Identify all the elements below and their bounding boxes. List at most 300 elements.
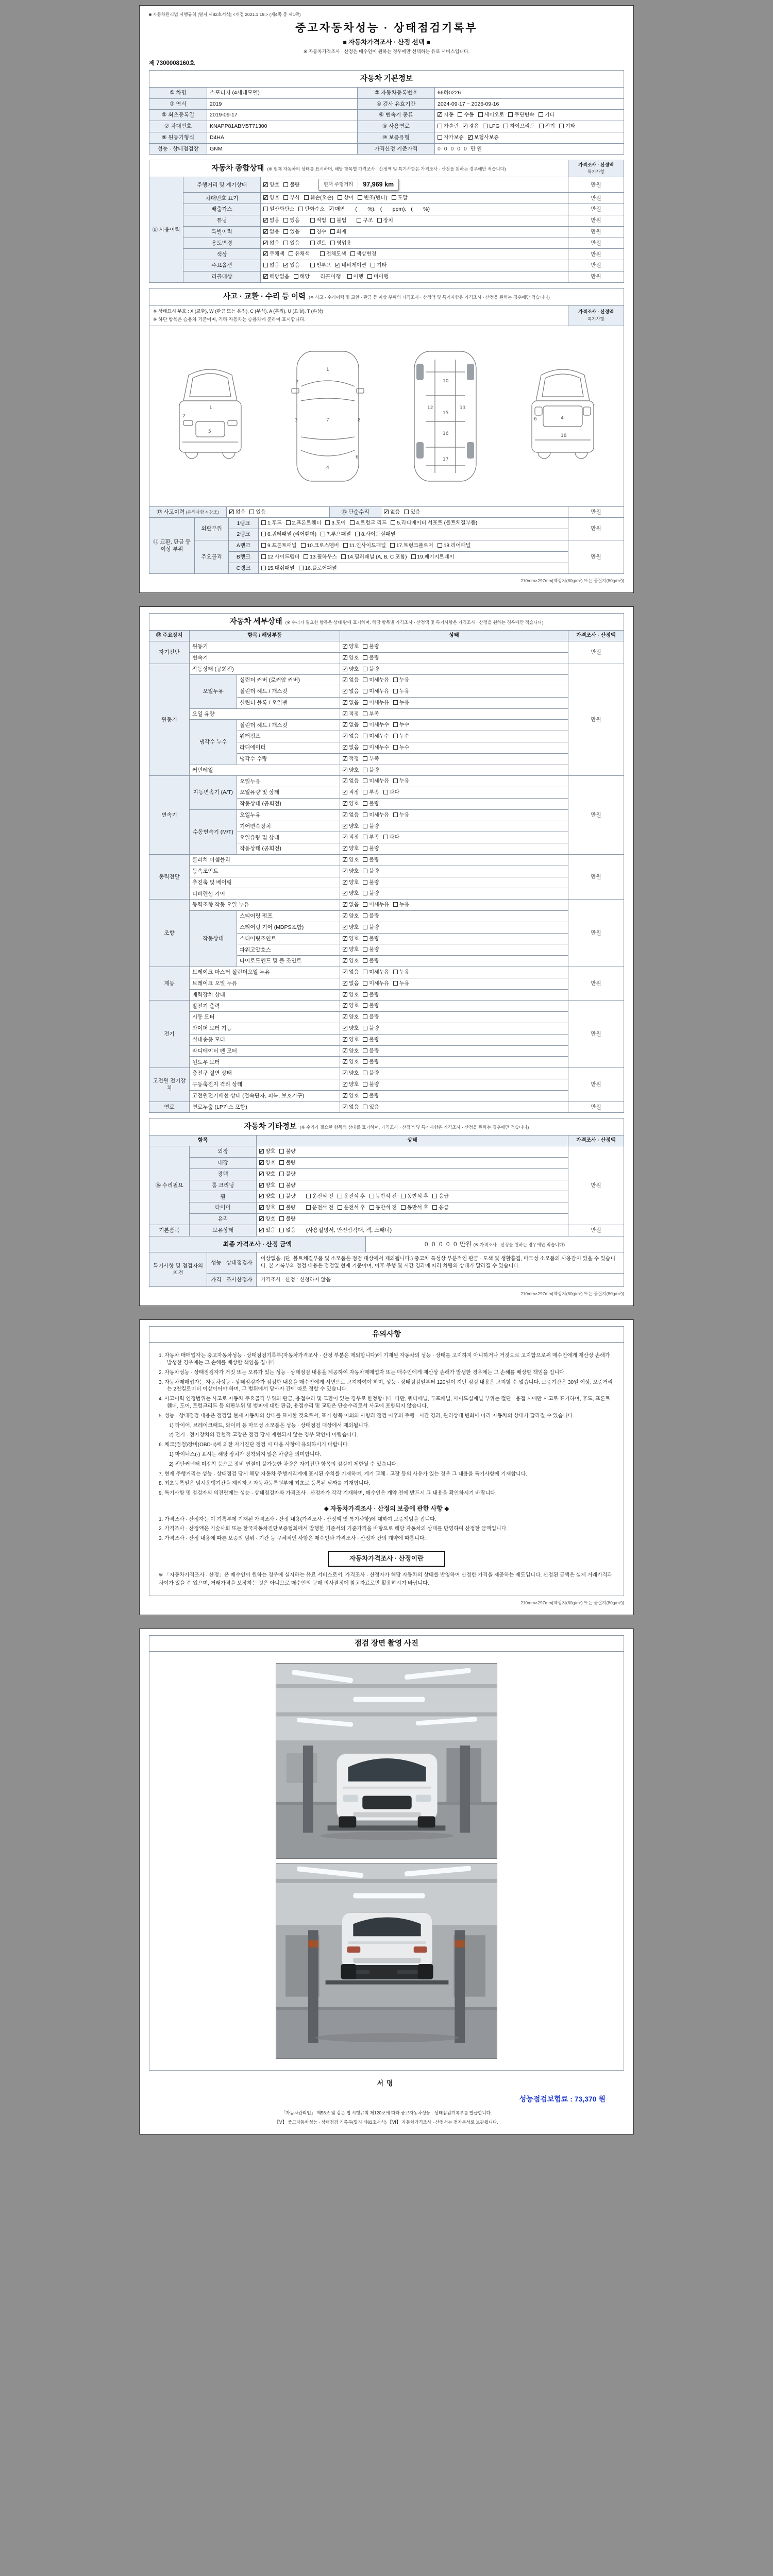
checkbox-group [343, 1070, 383, 1077]
inspector-opinion-text: 이상없음. (단, 볼트체결부품 및 소모품은 점검 대상에서 제외됩니다.) 중고차 특성상 부분적인 판금 · 도색 및 생활흠집, 마모성 소모품의 사용감이 있을 수 있습니다. 본 기록부의 점검 내용은 점검일 현재 기준이며, 이후 주행 및 시간 경과에 따라 차량의 상태가 달라질 수 있습니다. [257, 1252, 624, 1274]
basic-info-table [149, 70, 624, 155]
checkbox-label: 색상변경 [356, 251, 377, 258]
checkbox-option [363, 733, 389, 740]
overall-condition-table [149, 160, 624, 283]
svg-text:7: 7 [326, 417, 329, 423]
checkbox-option [343, 834, 359, 841]
panel-item: 16.플로어패널 [299, 565, 337, 572]
state-cell [340, 1045, 568, 1057]
item-label: 오일유량 및 상태 [237, 832, 340, 843]
svg-text:15: 15 [443, 410, 449, 416]
checkbox-option [259, 1216, 275, 1223]
panel-items-cell [259, 551, 568, 563]
item-label: 용도변경 [183, 238, 261, 249]
checkbox-option [432, 1193, 448, 1200]
table-row [149, 1090, 624, 1101]
checkbox-option [263, 229, 279, 236]
checkbox-option [343, 756, 359, 763]
table-row [149, 249, 624, 260]
warranty-section-title: ◆ 자동차가격조사 · 산정의 보증에 관한 사항 ◆ [324, 1504, 449, 1512]
item-label: 브레이크 마스터 실린더오일 누유 [190, 967, 340, 978]
checked-checkbox-icon [343, 947, 347, 952]
checkbox-label: 양호 [349, 643, 359, 650]
unchecked-checkbox-icon [363, 722, 367, 727]
item-label: 등속조인트 [190, 866, 340, 877]
checked-checkbox-icon [343, 925, 347, 929]
state-cell [340, 1012, 568, 1023]
col-header-device: ⑮ 주요장치 [149, 631, 190, 641]
item-label: 와이퍼 모터 기능 [190, 1023, 340, 1035]
checkbox-option [404, 509, 420, 516]
table-row [149, 978, 624, 989]
state-cell [340, 776, 568, 787]
checkbox-option [263, 251, 284, 258]
panel-item: 9.프론트패널 [261, 543, 297, 550]
group-label: 기본품목 [149, 1225, 190, 1236]
table-row [149, 1068, 624, 1079]
item-label: 특별이력 [183, 226, 261, 238]
price-cell: 만원 [568, 855, 624, 900]
section-note: (※ 수리가 필요한 항목의 상태를 표기하며, 가격조사 · 산정액 및 특기사항은 가격조사 · 산정을 원하는 경우에만 적습니다) [299, 1125, 529, 1130]
state-cell [340, 787, 568, 799]
field-label: ① 차명 [149, 88, 207, 98]
item-label: 주요옵션 [183, 260, 261, 272]
checkbox-option [438, 112, 453, 119]
unchecked-checkbox-icon [298, 207, 303, 211]
state-segments [263, 195, 418, 201]
unchecked-checkbox-icon [289, 251, 293, 256]
unchecked-checkbox-icon [363, 801, 367, 806]
price-definition-title: 자동차가격조사 · 산정이란 [328, 1551, 445, 1567]
checkbox-label: 양호 [349, 655, 359, 661]
unchecked-checkbox-icon [390, 543, 395, 548]
svg-text:1: 1 [209, 405, 212, 411]
checkbox-option [363, 1025, 379, 1032]
checkbox-option [363, 666, 379, 673]
checkbox-label: 적정 [349, 756, 359, 762]
section-title: 사고 · 교환 · 수리 등 이력 (※ 사고 · 수리이력 및 교환 · 판금 등 이상 부위의 가격조사 · 산정액 및 특기사항은 가격조사 · 산정을 원하는 경우에만 적습니다) [149, 288, 624, 305]
checked-checkbox-icon [343, 801, 347, 806]
checkbox-label: 해당 [299, 274, 310, 280]
price-definition-text: ※ 「자동차가격조사 · 산정」은 매수인이 원하는 경우에 실시하는 유료 서비스로서, 가격조사 · 산정자가 해당 자동차의 상태를 반영하여 산정한 가격을 제공하는 제도입니다. 산정된 금액은 실제 거래가격과 차이가 있을 수 있으며, 거래가격을 보장하는 것은 아니므로 매수인의 구매 의사결정에 참고자료로만 활용하시기 바랍니다. [159, 1572, 613, 1586]
final-price-value [366, 1236, 624, 1252]
checkbox-label: 양호 [349, 947, 359, 953]
checked-checkbox-icon [343, 869, 347, 873]
item-label: 발전기 출력 [190, 1001, 340, 1012]
item-label: 타이어 [190, 1202, 257, 1214]
checkbox-option [343, 744, 359, 752]
checkbox-group [343, 811, 413, 819]
signature-label: 서명 [377, 2079, 396, 2087]
checkbox-option [363, 958, 379, 965]
checkbox-option [343, 812, 359, 819]
checked-checkbox-icon [343, 655, 347, 660]
unchecked-checkbox-icon [363, 1003, 367, 1008]
col-header-state: 상태 [340, 631, 568, 641]
checkbox-option [343, 722, 359, 729]
checkbox-option [347, 274, 363, 281]
table-row [149, 132, 624, 143]
checkbox-group [263, 240, 304, 247]
checkbox-group [259, 1148, 300, 1156]
checkbox-label: 수동 [464, 112, 474, 118]
price-cell: 만원 [568, 215, 624, 227]
checkbox-option [343, 1037, 359, 1044]
notice-title: 유의사항 [149, 1326, 624, 1343]
unchecked-checkbox-icon [363, 734, 367, 738]
checkbox-group [343, 1104, 383, 1111]
checkbox-option [363, 924, 379, 931]
checkbox-label: 불량 [369, 1048, 379, 1054]
paper-size-note: 210mm×297mm[백상지(80g/m²) 또는 중질지(80g/m²)] [520, 578, 624, 584]
price-cell: 만원 [568, 776, 624, 855]
checked-checkbox-icon [329, 207, 333, 211]
checkbox-group [343, 777, 413, 785]
checkbox-option [363, 1003, 379, 1010]
checkbox-option [468, 134, 499, 142]
item-label: 광택 [190, 1168, 257, 1180]
checkbox-label: 양호 [349, 1014, 359, 1021]
page-1 [139, 5, 634, 593]
checkbox-option [371, 262, 386, 269]
mileage-callout [318, 179, 399, 191]
checkbox-label: 미세누수 [369, 745, 389, 751]
form-reference-note: ■ 자동차관리법 시행규칙 [별지 제82호서식] <개정 2021.1.19.> (제4쪽 중 제1쪽) [149, 12, 301, 17]
checkbox-group [320, 250, 380, 258]
unchecked-checkbox-icon [320, 251, 325, 256]
checkbox-label: 양호 [349, 823, 359, 829]
subgroup-label: 오일누유 [190, 675, 237, 708]
checked-checkbox-icon [259, 1194, 264, 1198]
checkbox-label: 양호 [349, 913, 359, 920]
checkbox-option [343, 924, 359, 931]
unchecked-checkbox-icon [363, 1048, 367, 1053]
unchecked-checkbox-icon [283, 218, 288, 223]
unchecked-checkbox-icon [310, 218, 315, 223]
checkbox-label: 누유 [399, 689, 410, 695]
checkbox-option [306, 1193, 333, 1200]
checkbox-option [330, 240, 351, 247]
unchecked-checkbox-icon [279, 1228, 284, 1232]
lift-column-left [303, 1745, 313, 1833]
table-row [149, 1236, 624, 1252]
price-cell: 만원 [568, 1101, 624, 1113]
state-cell [340, 933, 568, 944]
state-cell [340, 697, 568, 708]
checkbox-option [263, 262, 279, 269]
svg-text:10: 10 [443, 378, 449, 384]
checkbox-label: 없음 [270, 229, 280, 235]
checked-checkbox-icon [343, 913, 347, 918]
checkbox-label: 있음 [290, 218, 300, 224]
field-label: ⑧ 사용연료 [358, 121, 435, 132]
checked-checkbox-icon [263, 218, 268, 223]
checkbox-option [363, 677, 389, 684]
state-segments [259, 1148, 306, 1155]
checked-checkbox-icon [343, 644, 347, 649]
checked-checkbox-icon [463, 124, 467, 128]
table-row [149, 506, 624, 518]
checked-checkbox-icon [343, 835, 347, 839]
exchange-panel-table [149, 517, 624, 574]
unchecked-checkbox-icon [363, 958, 367, 963]
checkbox-option [357, 217, 373, 225]
unchecked-checkbox-icon [393, 722, 398, 727]
table-row [149, 866, 624, 877]
state-segments [259, 1160, 306, 1166]
table-row [149, 1273, 624, 1287]
unchecked-checkbox-icon [503, 124, 508, 128]
price-cell: 만원 [568, 1001, 624, 1068]
checkbox-option [343, 1081, 359, 1089]
inspector-opinion-text: 가격조사 · 산정 : 신청하지 않음 [257, 1273, 624, 1287]
table-row [149, 809, 624, 821]
checked-checkbox-icon [343, 1026, 347, 1030]
unchecked-checkbox-icon [369, 1205, 374, 1210]
table-row [149, 1012, 624, 1023]
field-value: KNAPP81ABM5T71300 [207, 121, 358, 132]
checked-checkbox-icon [343, 1093, 347, 1098]
opinion-label: 특기사항 및 점검자의 의견 [149, 1252, 207, 1287]
checkbox-label: 양호 [265, 1205, 276, 1211]
paper-size-note: 210mm×297mm[백상지(80g/m²) 또는 중질지(80g/m²)] [520, 1600, 624, 1606]
checkbox-label: 있음 [265, 1227, 276, 1233]
notice-item: 1) 마이너스(-) 표시는 해당 장치가 장착되지 않은 차량을 의미합니다. [169, 1451, 322, 1458]
table-row [149, 1202, 624, 1214]
panel-item: 2.프론트휀더 [286, 520, 322, 527]
panel-item: 11.인사이드패널 [343, 543, 386, 550]
unchecked-checkbox-icon [438, 124, 442, 128]
checkbox-label: 양호 [349, 1081, 359, 1088]
unchecked-checkbox-icon [363, 812, 367, 817]
checkbox-group [343, 744, 413, 752]
mileage-callout-label: 현재 주행거리 [324, 181, 359, 188]
checkbox-label: 불량 [285, 1194, 296, 1200]
field-sublabel: (유의사항 4 참조) [184, 509, 219, 515]
table-row [149, 260, 624, 272]
checked-checkbox-icon [263, 229, 268, 234]
state-segments [259, 1216, 306, 1222]
unchecked-checkbox-icon [279, 1172, 284, 1176]
checkbox-option [263, 217, 279, 225]
checkbox-option [343, 1070, 359, 1077]
checkbox-option [363, 756, 379, 763]
col-header-item: 항목 / 해당부품 [190, 631, 340, 641]
unchecked-checkbox-icon [304, 554, 308, 559]
table-row [149, 1001, 624, 1012]
checkbox-label: 유채색 [294, 251, 310, 258]
checkbox-option [259, 1205, 275, 1212]
state-segments [438, 134, 509, 141]
checkbox-option [310, 240, 326, 247]
table-row [149, 1213, 624, 1225]
checkbox-label: 양호 [349, 857, 359, 863]
state-cell [340, 1023, 568, 1035]
checkbox-group [343, 1047, 383, 1055]
checkbox-label: 하이브리드 [510, 123, 535, 129]
price-cell: 만원 [568, 249, 624, 260]
checkbox-group [263, 250, 314, 258]
checkbox-option [363, 1093, 379, 1100]
state-segments [263, 206, 436, 212]
checkbox-option [383, 789, 399, 796]
table-row [149, 226, 624, 238]
checked-checkbox-icon [343, 778, 347, 783]
page-3 [139, 1319, 634, 1615]
item-label: 오일유량 및 상태 [237, 787, 340, 799]
field-label: ⑤ 최초등록일 [149, 110, 207, 121]
unchecked-checkbox-icon [306, 1205, 311, 1210]
checkbox-group [343, 1081, 383, 1089]
checkbox-option [343, 677, 359, 684]
checkbox-option [259, 1160, 275, 1167]
mileage-callout-value: 97,969 km [363, 181, 394, 189]
unchecked-checkbox-icon [299, 566, 304, 570]
checkbox-option [383, 834, 399, 841]
table-row [149, 911, 624, 922]
field-label: ⑦ 차대번호 [149, 121, 207, 132]
checkbox-option [363, 823, 379, 831]
device-label: 제동 [149, 967, 190, 1001]
checkbox-label: 없음 [236, 509, 246, 515]
checkbox-label: 없음 [349, 722, 359, 728]
panel-item: 12.사이드멤버 [261, 554, 299, 561]
checkbox-label: 불량 [369, 846, 379, 852]
checkbox-label: 부족 [369, 711, 379, 717]
unchecked-checkbox-icon [261, 566, 266, 570]
checkbox-label: 동반석 전 [375, 1205, 397, 1211]
unchecked-checkbox-icon [363, 913, 367, 918]
item-label: 리콜대상 [183, 272, 261, 283]
checkbox-option [393, 812, 409, 819]
checkbox-group [343, 1092, 383, 1100]
notice-item: 5. 성능 · 상태점검 내용은 점검일 현재 자동차의 상태를 표시한 것으로서, 표기 항목 이외의 사항과 점검 이후의 주행 · 시간 경과, 관리상태 변화에 따라 자동차의 상태가 달라질 수 있습니다. [159, 1413, 575, 1419]
checkbox-group [343, 699, 413, 707]
section-title: 자동차 기본정보 [149, 71, 624, 88]
checkbox-group [357, 217, 397, 225]
checkbox-label: 양호 [349, 879, 359, 886]
item-label: 실내송풍 모터 [190, 1034, 340, 1045]
checkbox-group [229, 509, 270, 516]
checkbox-label: 누유 [399, 677, 410, 684]
panel-item: 10.크로스멤버 [301, 543, 339, 550]
state-cell [340, 686, 568, 698]
checkbox-label: 양호 [349, 924, 359, 930]
table-row [149, 855, 624, 866]
table-row [149, 631, 624, 641]
item-label: 윈도우 모터 [190, 1057, 340, 1068]
checkbox-label: 불량 [369, 913, 379, 920]
unchecked-checkbox-icon [458, 112, 462, 117]
checkbox-label: 있음 [290, 240, 300, 246]
table-row [149, 1023, 624, 1035]
checkbox-option [289, 251, 310, 258]
table-row [149, 675, 624, 686]
state-cell [261, 249, 568, 260]
unchecked-checkbox-icon [363, 936, 367, 941]
checkbox-option [363, 1081, 379, 1089]
state-cell [340, 1034, 568, 1045]
checked-checkbox-icon [343, 981, 347, 986]
item-label: 파워고압호스 [237, 944, 340, 956]
table-row [149, 110, 624, 121]
checkbox-option [363, 857, 379, 864]
checkbox-group [306, 1193, 453, 1200]
unchecked-checkbox-icon [363, 1037, 367, 1042]
field-value [435, 121, 624, 132]
checkbox-option [367, 274, 389, 281]
checkbox-group [438, 123, 579, 130]
checked-checkbox-icon [343, 734, 347, 738]
item-label: 충전구 절연 상태 [190, 1068, 340, 1079]
unchecked-checkbox-icon [438, 135, 442, 140]
checkbox-option [363, 1104, 379, 1111]
checkbox-option [350, 251, 377, 258]
checkbox-option [393, 722, 409, 729]
field-value [435, 110, 624, 121]
unchecked-checkbox-icon [393, 970, 398, 974]
checkbox-option [343, 969, 359, 976]
unchecked-checkbox-icon [363, 992, 367, 997]
notice-item: 3. 자동차매매업자는 자동차성능 · 상태점검자가 점검한 내용을 매수인에게 서면으로 고지하여야 하며, 성능 · 상태점검일부터 120일이 지난 점검 내용은 고지할 수 없습니다. 보증기간은 30일 이상, 보증거리는 2천킬로미터 이상이어야 하며, 그 범위에서 당사자 간에 따로 정할 수 있습니다. [159, 1379, 613, 1393]
notice-item: 2) 전기 · 전자장치의 간헐적 고장은 점검 당시 재현되지 않는 경우 확인이 어렵습니다. [169, 1432, 359, 1438]
checked-checkbox-icon [259, 1216, 264, 1221]
item-label: 배출가스 [183, 204, 261, 215]
checkbox-label: 양호 [265, 1149, 276, 1155]
unchecked-checkbox-icon [371, 263, 375, 267]
table-row [149, 1045, 624, 1057]
checkbox-group [343, 935, 383, 943]
checkbox-label: 운전석 후 [344, 1205, 365, 1211]
checkbox-label: 없음 [349, 700, 359, 706]
checkbox-option [458, 112, 474, 119]
checked-checkbox-icon [263, 251, 268, 256]
unchecked-checkbox-icon [363, 824, 367, 828]
checkbox-group [343, 980, 413, 988]
device-label: 자기진단 [149, 641, 190, 664]
checkbox-option [343, 688, 359, 696]
checkbox-label: 없음 [270, 218, 280, 224]
checkbox-option [283, 240, 299, 247]
price-cell: 만원 [568, 1146, 624, 1225]
checkbox-group [343, 901, 413, 909]
state-cell [340, 900, 568, 911]
unchecked-checkbox-icon [325, 520, 330, 525]
unchecked-checkbox-icon [357, 218, 361, 223]
state-cell [340, 652, 568, 664]
svg-text:4: 4 [326, 465, 329, 470]
checkbox-option [279, 1227, 295, 1234]
item-label: 외장 [190, 1146, 257, 1158]
group-label: ⑭ 교환, 판금 등 이상 부위 [149, 518, 195, 574]
checkbox-option [343, 700, 359, 707]
checkbox-label: 응급 [439, 1194, 449, 1200]
unchecked-checkbox-icon [330, 218, 335, 223]
inspection-photo-rear-lifted [276, 1863, 497, 2059]
checkbox-option [363, 890, 379, 897]
checkbox-label: 있음 [369, 1104, 379, 1110]
checkbox-label: 양호 [265, 1194, 276, 1200]
unchecked-checkbox-icon [363, 1059, 367, 1064]
checkbox-label: 누유 [399, 778, 410, 785]
state-segments [263, 182, 399, 188]
table-row [149, 708, 624, 720]
checkbox-label: 불량 [369, 936, 379, 942]
checkbox-label: 기타 [376, 263, 387, 269]
item-label: 라디에이터 [237, 742, 340, 754]
notice-body [149, 1343, 624, 1596]
checkbox-label: 양호 [349, 1059, 359, 1065]
